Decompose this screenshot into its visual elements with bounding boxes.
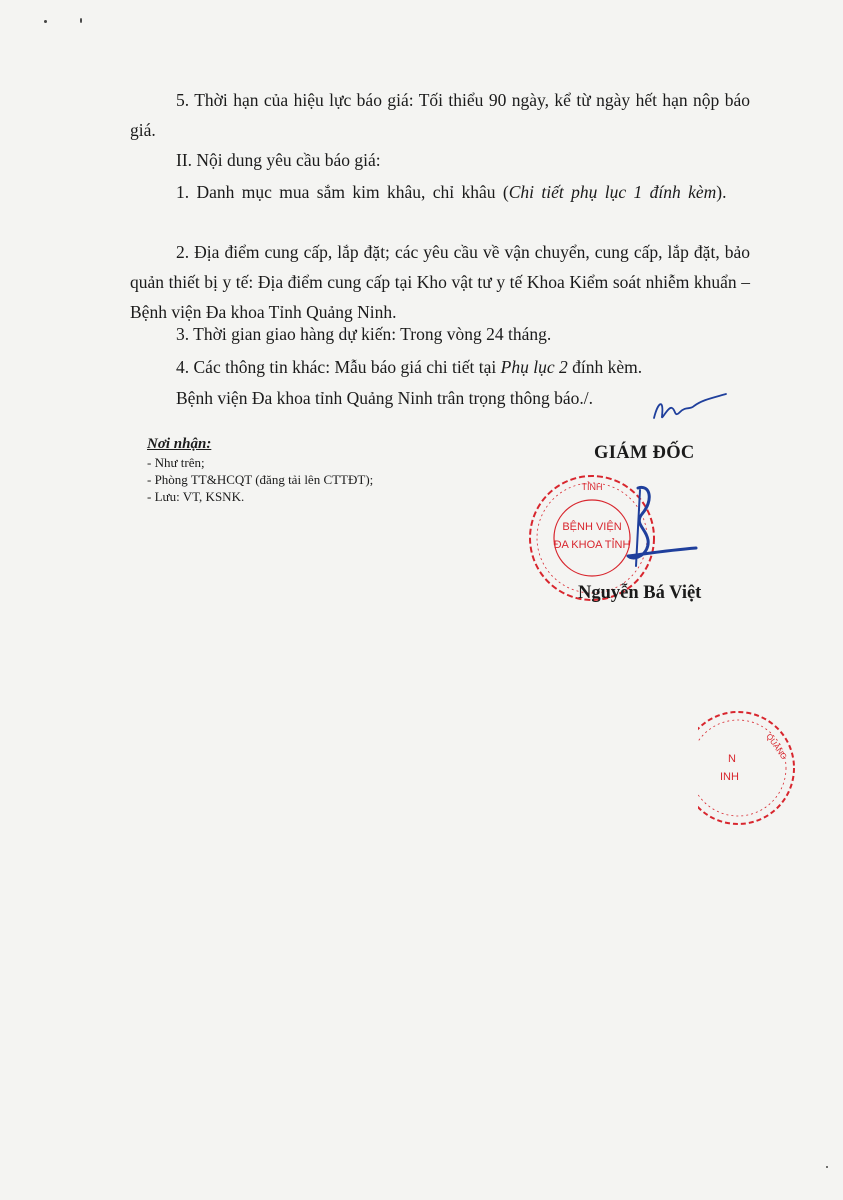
item-4-text: 4. Các thông tin khác: Mẫu báo giá chi tiết tại [176, 357, 501, 377]
stamp-top-text: TỈNH [581, 482, 603, 492]
validity-text: 5. Thời hạn của hiệu lực báo giá: Tối thiểu 90 ngày, kể từ ngày hết hạn nộp báo giá. [130, 90, 750, 140]
recipient-item: - Như trên; [147, 455, 205, 470]
section-heading-ii [130, 145, 750, 175]
paragraph-item-3 [130, 319, 750, 349]
signer-name: Nguyễn Bá Việt [578, 583, 702, 603]
item-4-suffix: đính kèm. [567, 357, 643, 377]
scan-speck [44, 20, 47, 23]
paragraph-item-2 [130, 237, 750, 327]
recipients-title: Nơi nhận: [147, 436, 212, 452]
item-1-suffix: ). [716, 182, 727, 202]
paragraph-validity [130, 85, 750, 145]
item-1-text: 1. Danh mục mua sắm kim khâu, chỉ khâu ( [176, 182, 509, 202]
recipient-item: - Lưu: VT, KSNK. [147, 489, 245, 504]
stamp-line-1: BỆNH VIỆN [562, 521, 622, 533]
item-3-text: 3. Thời gian giao hàng dự kiến: Trong vòng 24 tháng. [176, 324, 552, 344]
scan-speck [80, 18, 82, 23]
recipients-block [147, 436, 373, 505]
recipient-item: - Phòng TT&HCQT (đăng tải lên CTTĐT); [147, 472, 374, 487]
partial-stamp-line-1: N [728, 753, 736, 765]
scan-speck [826, 1166, 828, 1168]
section-heading-text: II. Nội dung yêu cầu báo giá: [176, 150, 381, 170]
paragraph-item-4 [130, 352, 750, 382]
stamp-line-2: ĐA KHOA TỈNH [553, 539, 631, 551]
partial-stamp-line-2: INH [720, 771, 739, 783]
item-1-italic: Chi tiết phụ lục 1 đính kèm [508, 182, 717, 202]
closing-text: Bệnh viện Đa khoa tỉnh Quảng Ninh trân trọng thông báo./. [176, 388, 594, 408]
item-4-italic: Phụ lục 2 [500, 357, 568, 377]
initial-signature [650, 388, 730, 428]
partial-stamp [698, 700, 798, 840]
paragraph-item-1 [130, 177, 750, 207]
director-signature [600, 470, 710, 590]
item-2-text: 2. Địa điểm cung cấp, lắp đặt; các yêu cầu về vận chuyển, cung cấp, lắp đặt, bảo quản thiết bị y tế: Địa điểm cung cấp tại Kho vật tư y tế Khoa Kiểm soát nhiễm khuẩn – Bệnh viện Đa khoa Tỉnh Quảng Ninh. [130, 242, 750, 322]
partial-stamp-arc-text: QUẢNG [764, 731, 789, 762]
signer-title: GIÁM ĐỐC [594, 443, 695, 463]
